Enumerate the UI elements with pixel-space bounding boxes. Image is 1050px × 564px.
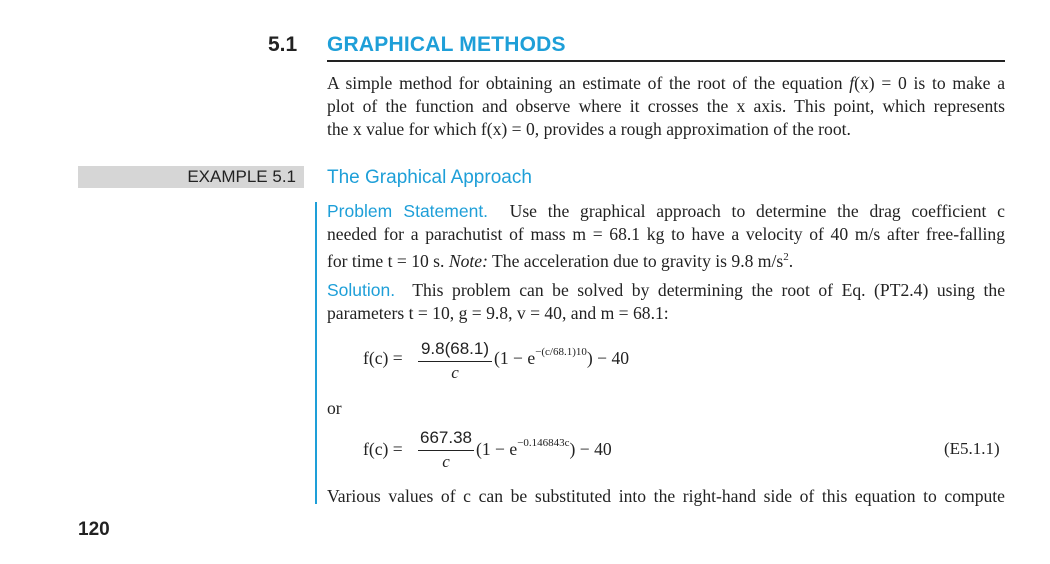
equation-2-denominator: c (442, 452, 450, 472)
problem-statement (327, 200, 1005, 273)
closing-paragraph (327, 485, 1005, 508)
equation-2-fraction (418, 428, 474, 471)
intro-line-2: plot of the function and observe where it crosses the x axis. This point, which represents (327, 96, 1005, 116)
fraction-bar (418, 361, 492, 362)
example-title: The Graphical Approach (327, 167, 532, 188)
solution-heading: Solution. (327, 280, 396, 300)
fraction-bar (418, 450, 474, 451)
example-margin-bar (315, 202, 317, 504)
equation-2-numerator: 667.38 (420, 428, 472, 447)
equation-1-numerator: 9.8(68.1) (420, 339, 490, 358)
solution (327, 279, 1005, 325)
or-word: or (327, 398, 342, 418)
closing-line: Various values of c can be substituted into the right-hand side of this equation to compute (327, 486, 1005, 506)
page-number: 120 (78, 519, 110, 540)
section-number: 5.1 (268, 33, 298, 56)
equation-1-exponent: −(c/68.1)10 (535, 346, 587, 359)
problem-line-3: for time t = 10 s. Note: The acceleration due to gravity is 9.8 $m/s^2$. (327, 250, 794, 271)
equation-1-lhs: f(c) = (363, 348, 403, 368)
equation-1-denominator: c (451, 363, 459, 383)
equation-1-body: $(1 - e^{-(c/68.1)10}) - 40$ (494, 346, 630, 368)
equation-2-exponent: −0.146843c (517, 437, 570, 450)
equation-2-body: $(1 - e^{-0.146843c}) - 40$ (476, 437, 612, 459)
section-title: GRAPHICAL METHODS (327, 33, 566, 56)
problem-line-2: needed for a parachutist of mass m = 68.1 kg to have a velocity of 40 m/s after free-falling (327, 224, 1005, 244)
problem-line-1: Problem Statement. Use the graphical approach to determine the drag coefficient c (327, 201, 1005, 221)
problem-heading: Problem Statement. (327, 201, 489, 221)
solution-line-1: Solution. This problem can be solved by determining the root of Eq. (PT2.4) using the (327, 280, 1006, 300)
intro-paragraph (327, 72, 1005, 141)
intro-line-3: the x value for which f(x) = 0, provides a rough approximation of the root. (327, 119, 851, 139)
section-rule (327, 60, 1005, 62)
intro-line-1: A simple method for obtaining an estimate of the root of the equation f(x) = 0 is to make a (327, 73, 1006, 93)
example-label: EXAMPLE 5.1 (187, 167, 296, 186)
equation-1-fraction (418, 339, 492, 382)
solution-line-2: parameters t = 10, g = 9.8, v = 40, and m = 68.1: (327, 303, 669, 323)
equation-number: (E5.1.1) (944, 439, 1000, 458)
equation-2-lhs: f(c) = (363, 439, 403, 459)
